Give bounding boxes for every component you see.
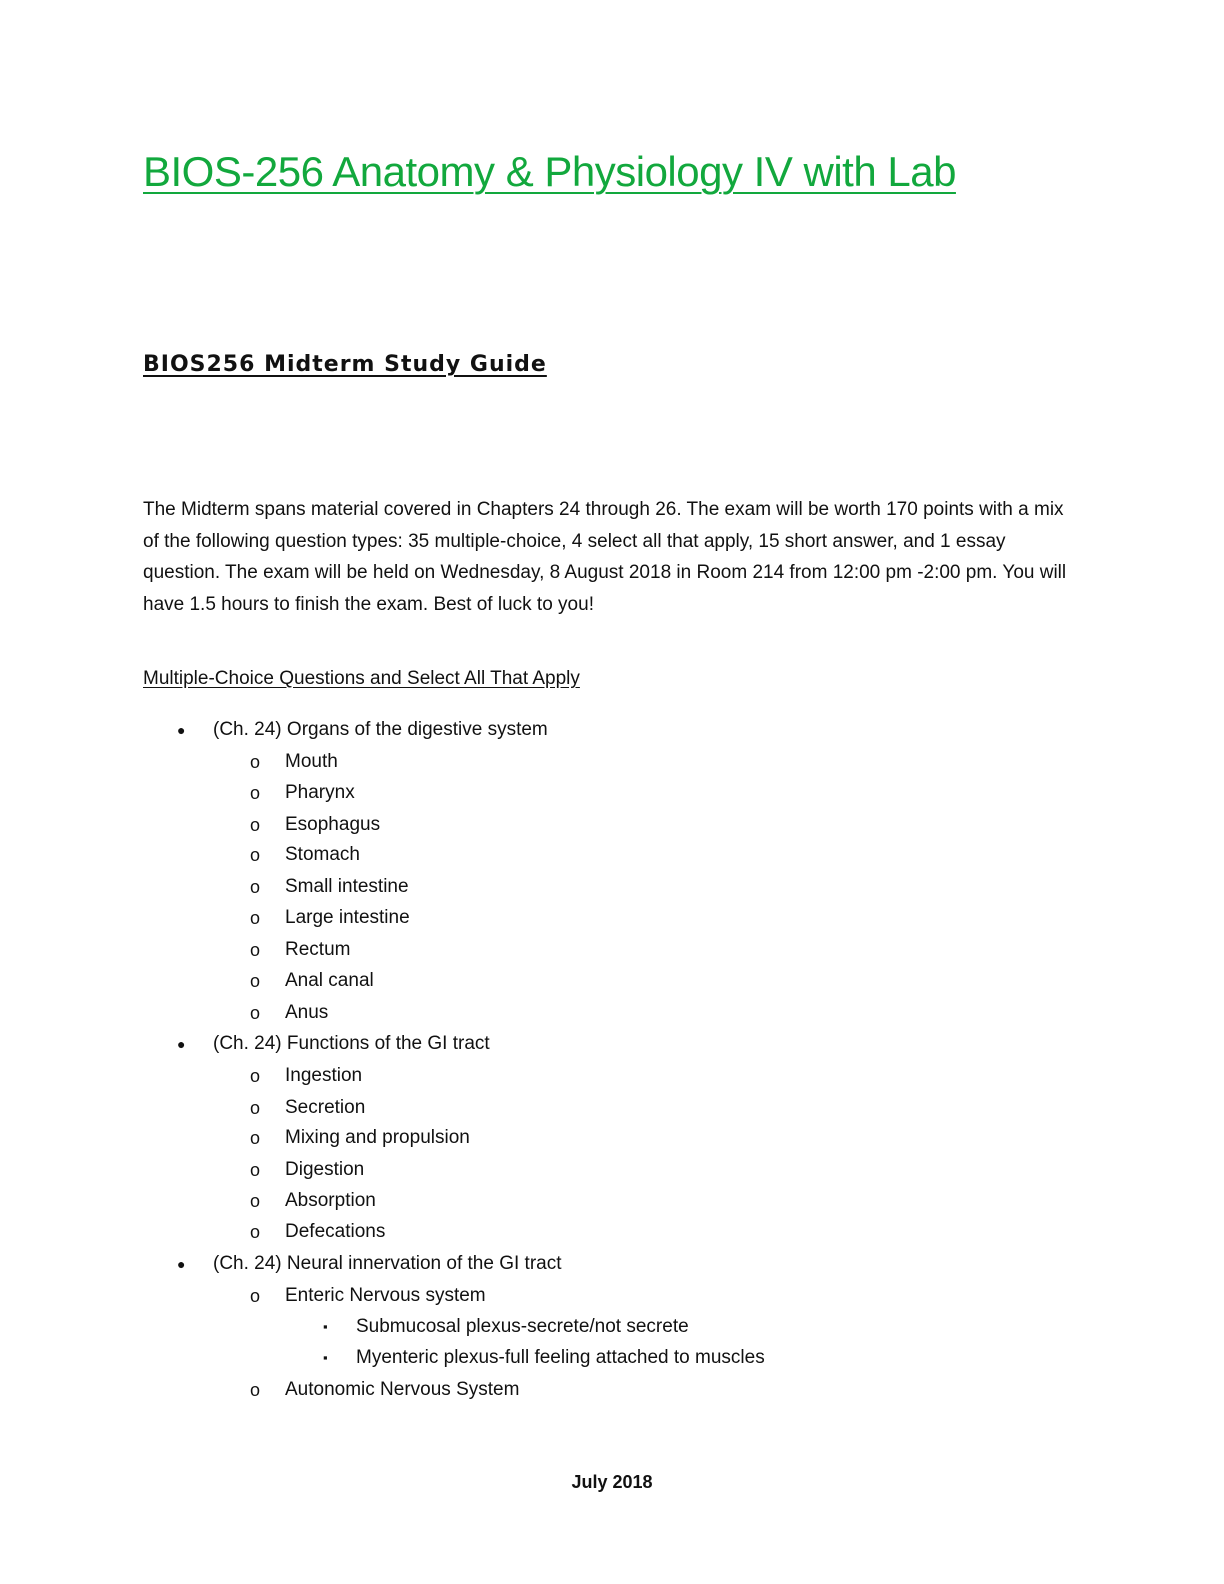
list-item-label: Secretion	[285, 1097, 366, 1118]
topic-item	[177, 1251, 562, 1277]
circle-marker: o	[250, 940, 261, 960]
sub-list-item-label: Myenteric plexus-full feeling attached to muscles	[356, 1347, 765, 1368]
bullet-marker: ●	[177, 1256, 186, 1272]
list-item	[250, 842, 360, 868]
list-item	[250, 968, 374, 994]
list-item	[250, 1095, 366, 1121]
circle-marker: o	[250, 845, 261, 865]
document-title: BIOS-256 Anatomy & Physiology IV with Lab	[143, 148, 956, 195]
bullet-marker: ●	[177, 722, 186, 738]
circle-marker: o	[250, 1066, 261, 1086]
list-item	[250, 812, 381, 838]
square-marker: ▪	[323, 1319, 328, 1334]
topic-item	[177, 1031, 490, 1057]
list-item-label: Anal canal	[285, 970, 374, 991]
intro-paragraph: The Midterm spans material covered in Chapters 24 through 26. The exam will be worth 170 points with a mix of the following question types: 35 multiple-choice, 4 select all that apply, 15 short answer, and 1 essay question. The exam will be held on Wednesday, 8 August 2018 in Room 214 from 12:00 pm -2:00 pm. You will have 1.5 hours to finish the exam. Best of luck to you!	[143, 499, 1067, 615]
list-item	[250, 874, 409, 900]
list-item	[250, 937, 351, 963]
list-item-label: Digestion	[285, 1159, 365, 1180]
list-item-label: Mixing and propulsion	[285, 1127, 470, 1148]
topic-label: (Ch. 24) Organs of the digestive system	[213, 719, 548, 740]
list-item	[250, 1188, 376, 1214]
list-item-label: Large intestine	[285, 907, 410, 928]
circle-marker: o	[250, 1128, 261, 1148]
list-item	[250, 1377, 520, 1403]
circle-marker: o	[250, 971, 261, 991]
study-guide-title: BIOS256 Midterm Study Guide	[143, 352, 547, 377]
square-marker: ▪	[323, 1350, 328, 1365]
list-item-label: Mouth	[285, 751, 338, 772]
circle-marker: o	[250, 783, 261, 803]
list-item-label: Rectum	[285, 939, 351, 960]
topic-label: (Ch. 24) Neural innervation of the GI tract	[213, 1253, 562, 1274]
list-item-label: Defecations	[285, 1221, 386, 1242]
list-item-label: Pharynx	[285, 782, 355, 803]
circle-marker: o	[250, 1098, 261, 1118]
circle-marker: o	[250, 1160, 261, 1180]
list-item-label: Autonomic Nervous System	[285, 1379, 520, 1400]
list-item	[250, 905, 410, 931]
list-item-label: Absorption	[285, 1190, 376, 1211]
circle-marker: o	[250, 1222, 261, 1242]
list-item	[250, 1063, 363, 1089]
section-heading: Multiple-Choice Questions and Select All That Apply	[143, 668, 580, 689]
sub-list-item	[323, 1314, 689, 1340]
list-item	[250, 780, 355, 806]
list-item	[250, 1125, 470, 1151]
topic-label: (Ch. 24) Functions of the GI tract	[213, 1033, 490, 1054]
list-item-label: Enteric Nervous system	[285, 1285, 486, 1306]
circle-marker: o	[250, 877, 261, 897]
list-item-label: Anus	[285, 1002, 329, 1023]
list-item	[250, 1283, 486, 1309]
list-item-label: Ingestion	[285, 1065, 363, 1086]
circle-marker: o	[250, 752, 261, 772]
circle-marker: o	[250, 815, 261, 835]
circle-marker: o	[250, 1286, 261, 1306]
page-footer: July 2018	[571, 1472, 653, 1492]
circle-marker: o	[250, 1380, 261, 1400]
circle-marker: o	[250, 1003, 261, 1023]
list-item	[250, 1000, 329, 1026]
bullet-marker: ●	[177, 1036, 186, 1052]
list-item-label: Stomach	[285, 844, 360, 865]
list-item-label: Small intestine	[285, 876, 409, 897]
topic-item	[177, 717, 548, 743]
sub-list-item	[323, 1345, 765, 1371]
circle-marker: o	[250, 908, 261, 928]
list-item-label: Esophagus	[285, 814, 381, 835]
list-item	[250, 1219, 386, 1245]
sub-list-item-label: Submucosal plexus-secrete/not secrete	[356, 1316, 689, 1337]
list-item	[250, 749, 338, 775]
list-item	[250, 1157, 365, 1183]
circle-marker: o	[250, 1191, 261, 1211]
